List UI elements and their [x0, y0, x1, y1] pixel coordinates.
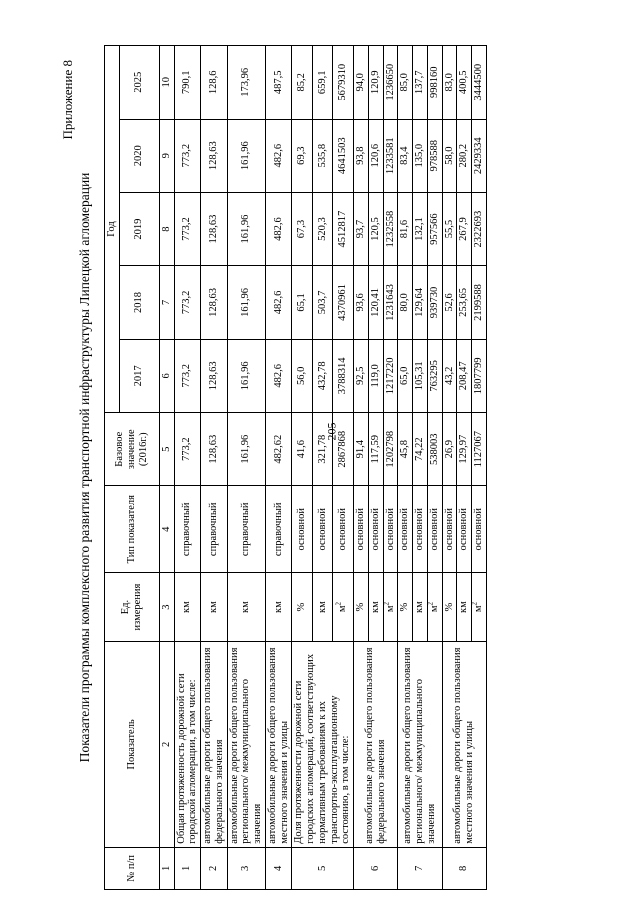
column-number: 8	[159, 192, 174, 265]
row-year-value: 208,47	[457, 339, 472, 412]
row-year-value: 120,5	[368, 192, 383, 265]
row-unit: $м^2$	[472, 573, 487, 642]
row-base-value: 2867868	[333, 413, 354, 486]
row-type: основной	[383, 486, 398, 573]
row-type: основной	[472, 486, 487, 573]
row-year-value: 80,0	[398, 266, 413, 339]
row-number: 5	[292, 847, 354, 889]
row-base-value: 538003	[427, 413, 442, 486]
row-type: основной	[368, 486, 383, 573]
row-base-value: 74,22	[413, 413, 428, 486]
row-base-value: 773,2	[174, 413, 201, 486]
row-type: основной	[312, 486, 333, 573]
row-year-value: 52,6	[442, 266, 457, 339]
row-base-value: 45,8	[398, 413, 413, 486]
row-year-value: 85,0	[398, 46, 413, 120]
header-year: 2025	[119, 46, 159, 120]
row-year-value: 69,3	[292, 119, 313, 192]
row-year-value: 432,78	[312, 339, 333, 412]
row-year-value: 939730	[427, 266, 442, 339]
row-base-value: 482,62	[265, 413, 292, 486]
column-number: 5	[159, 413, 174, 486]
row-number: 3	[227, 847, 265, 889]
column-number: 9	[159, 119, 174, 192]
row-year-value: 4641503	[333, 119, 354, 192]
row-unit: %	[354, 573, 369, 642]
row-indicator: автомобильные дороги общего пользования регионального/ межмуниципального значения	[227, 642, 265, 848]
table-row	[442, 46, 457, 890]
row-base-value: 1127067	[472, 413, 487, 486]
row-year-value: 128,6	[201, 46, 228, 120]
row-type: основной	[292, 486, 313, 573]
row-number: 8	[442, 847, 486, 889]
row-base-value: 129,97	[457, 413, 472, 486]
row-year-value: 119,0	[368, 339, 383, 412]
header-indicator: Показатель	[105, 642, 160, 848]
row-unit: %	[292, 573, 313, 642]
row-year-value: 2429334	[472, 119, 487, 192]
row-year-value: 94,0	[354, 46, 369, 120]
page-number: 205	[324, 422, 339, 441]
appendix-label: Приложение 8	[60, 60, 75, 140]
row-year-value: 400,5	[457, 46, 472, 120]
row-year-value: 128,63	[201, 266, 228, 339]
column-number: 10	[159, 46, 174, 120]
row-number: 6	[354, 847, 398, 889]
row-year-value: 161,96	[227, 192, 265, 265]
row-year-value: 763295	[427, 339, 442, 412]
header-type: Тип показателя	[105, 486, 160, 573]
row-year-value: 92,5	[354, 339, 369, 412]
row-year-value: 1236650	[383, 46, 398, 120]
row-year-value: 93,6	[354, 266, 369, 339]
row-year-value: 773,2	[174, 339, 201, 412]
header-unit: Ед. измерения	[105, 573, 160, 642]
row-year-value: 482,6	[265, 339, 292, 412]
row-type: основной	[442, 486, 457, 573]
row-number: 2	[201, 847, 228, 889]
row-year-value: 128,63	[201, 119, 228, 192]
row-year-value: 43,2	[442, 339, 457, 412]
row-base-value: 41,6	[292, 413, 313, 486]
row-unit: $м^2$	[427, 573, 442, 642]
table-row	[354, 46, 369, 890]
row-base-value: 161,96	[227, 413, 265, 486]
row-unit: $м^2$	[383, 573, 398, 642]
row-year-value: 253,65	[457, 266, 472, 339]
row-indicator: автомобильные дороги общего пользования федерального значения	[201, 642, 228, 848]
row-year-value: 998160	[427, 46, 442, 120]
column-number: 4	[159, 486, 174, 573]
row-base-value: 321,78	[312, 413, 333, 486]
row-type: справочный	[265, 486, 292, 573]
column-number: 6	[159, 339, 174, 412]
row-indicator: автомобильные дороги общего пользования местного значения и улицы	[265, 642, 292, 848]
row-year-value: 161,96	[227, 266, 265, 339]
row-unit: км	[174, 573, 201, 642]
row-year-value: 520,3	[312, 192, 333, 265]
row-year-value: 56,0	[292, 339, 313, 412]
row-year-value: 659,1	[312, 46, 333, 120]
table-row	[227, 46, 265, 890]
column-number: 2	[159, 642, 174, 848]
row-base-value: 91,4	[354, 413, 369, 486]
row-year-value: 135,0	[413, 119, 428, 192]
row-type: основной	[398, 486, 413, 573]
row-type: справочный	[227, 486, 265, 573]
row-year-value: 83,4	[398, 119, 413, 192]
row-year-value: 120,41	[368, 266, 383, 339]
row-year-value: 267,9	[457, 192, 472, 265]
row-year-value: 4370961	[333, 266, 354, 339]
row-year-value: 957566	[427, 192, 442, 265]
header-year: 2019	[119, 192, 159, 265]
row-year-value: 503,7	[312, 266, 333, 339]
table-row	[201, 46, 228, 890]
row-year-value: 2199588	[472, 266, 487, 339]
row-year-value: 93,7	[354, 192, 369, 265]
row-year-value: 4512817	[333, 192, 354, 265]
row-year-value: 773,2	[174, 266, 201, 339]
row-year-value: 58,0	[442, 119, 457, 192]
row-unit: $м^2$	[333, 573, 354, 642]
row-unit: км	[265, 573, 292, 642]
row-year-value: 1231643	[383, 266, 398, 339]
table-row	[174, 46, 201, 890]
row-year-value: 81,6	[398, 192, 413, 265]
column-number: 7	[159, 266, 174, 339]
row-year-value: 128,63	[201, 339, 228, 412]
row-number: 1	[174, 847, 201, 889]
row-year-value: 487,5	[265, 46, 292, 120]
header-base: Базовое значение (2016г.)	[105, 413, 160, 486]
header-num: № п/п	[105, 847, 160, 889]
row-year-value: 773,2	[174, 192, 201, 265]
table-row	[398, 46, 413, 890]
document-title: Показатели программы комплексного развития транспортной инфраструктуры Липецкой агломерации	[77, 172, 92, 763]
row-year-value: 1232558	[383, 192, 398, 265]
header-year-group: Год	[105, 46, 120, 413]
header-year: 2020	[119, 119, 159, 192]
row-year-value: 128,63	[201, 192, 228, 265]
row-unit: %	[442, 573, 457, 642]
row-year-value: 129,64	[413, 266, 428, 339]
row-unit: км	[368, 573, 383, 642]
row-year-value: 105,31	[413, 339, 428, 412]
row-year-value: 132,1	[413, 192, 428, 265]
row-type: основной	[333, 486, 354, 573]
table-row	[292, 46, 313, 890]
row-year-value: 173,96	[227, 46, 265, 120]
row-year-value: 120,6	[368, 119, 383, 192]
row-base-value: 26,9	[442, 413, 457, 486]
row-year-value: 978588	[427, 119, 442, 192]
header-year: 2017	[119, 339, 159, 412]
row-year-value: 120,9	[368, 46, 383, 120]
row-year-value: 280,2	[457, 119, 472, 192]
row-type: основной	[413, 486, 428, 573]
row-year-value: 55,5	[442, 192, 457, 265]
row-year-value: 1807799	[472, 339, 487, 412]
row-year-value: 161,96	[227, 119, 265, 192]
row-type: основной	[427, 486, 442, 573]
row-year-value: 2322693	[472, 192, 487, 265]
row-unit: км	[413, 573, 428, 642]
row-type: основной	[457, 486, 472, 573]
row-year-value: 137,7	[413, 46, 428, 120]
row-unit: км	[201, 573, 228, 642]
row-year-value: 67,3	[292, 192, 313, 265]
row-type: основной	[354, 486, 369, 573]
row-year-value: 535,8	[312, 119, 333, 192]
row-year-value: 482,6	[265, 192, 292, 265]
row-unit: км	[227, 573, 265, 642]
column-number: 3	[159, 573, 174, 642]
row-type: справочный	[201, 486, 228, 573]
table-body	[174, 46, 486, 890]
row-year-value: 790,1	[174, 46, 201, 120]
row-year-value: 1217220	[383, 339, 398, 412]
row-indicator: автомобильные дороги общего пользования регионального/ межмуниципального значения	[398, 642, 442, 848]
row-unit: км	[457, 573, 472, 642]
row-indicator: автомобильные дороги общего пользования местного значения и улицы	[442, 642, 486, 848]
row-year-value: 65,1	[292, 266, 313, 339]
row-year-value: 773,2	[174, 119, 201, 192]
row-year-value: 482,6	[265, 266, 292, 339]
header-year: 2018	[119, 266, 159, 339]
row-year-value: 3788314	[333, 339, 354, 412]
row-year-value: 161,96	[227, 339, 265, 412]
row-type: справочный	[174, 486, 201, 573]
row-year-value: 83,0	[442, 46, 457, 120]
row-indicator: Общая протяженность дорожной сети городской агломерации, в том числе:	[174, 642, 201, 848]
row-year-value: 482,6	[265, 119, 292, 192]
column-number: 1	[159, 847, 174, 889]
row-year-value: 85,2	[292, 46, 313, 120]
rotated-page-content	[60, 40, 635, 895]
row-unit: км	[312, 573, 333, 642]
row-year-value: 93,8	[354, 119, 369, 192]
table-row	[265, 46, 292, 890]
row-unit: %	[398, 573, 413, 642]
indicators-table	[104, 45, 487, 890]
row-base-value: 1202798	[383, 413, 398, 486]
row-number: 7	[398, 847, 442, 889]
row-year-value: 1233581	[383, 119, 398, 192]
row-year-value: 3444500	[472, 46, 487, 120]
row-base-value: 117,59	[368, 413, 383, 486]
row-number: 4	[265, 847, 292, 889]
row-year-value: 5679310	[333, 46, 354, 120]
row-indicator: автомобильные дороги общего пользования федерального значения	[354, 642, 398, 848]
row-year-value: 65,0	[398, 339, 413, 412]
row-base-value: 128,63	[201, 413, 228, 486]
row-indicator: Доля протяженности дорожной сети городских агломераций, соответствующих нормативным требованиям к их транспортно-эксплуатационному состоянию, в том числе:	[292, 642, 354, 848]
